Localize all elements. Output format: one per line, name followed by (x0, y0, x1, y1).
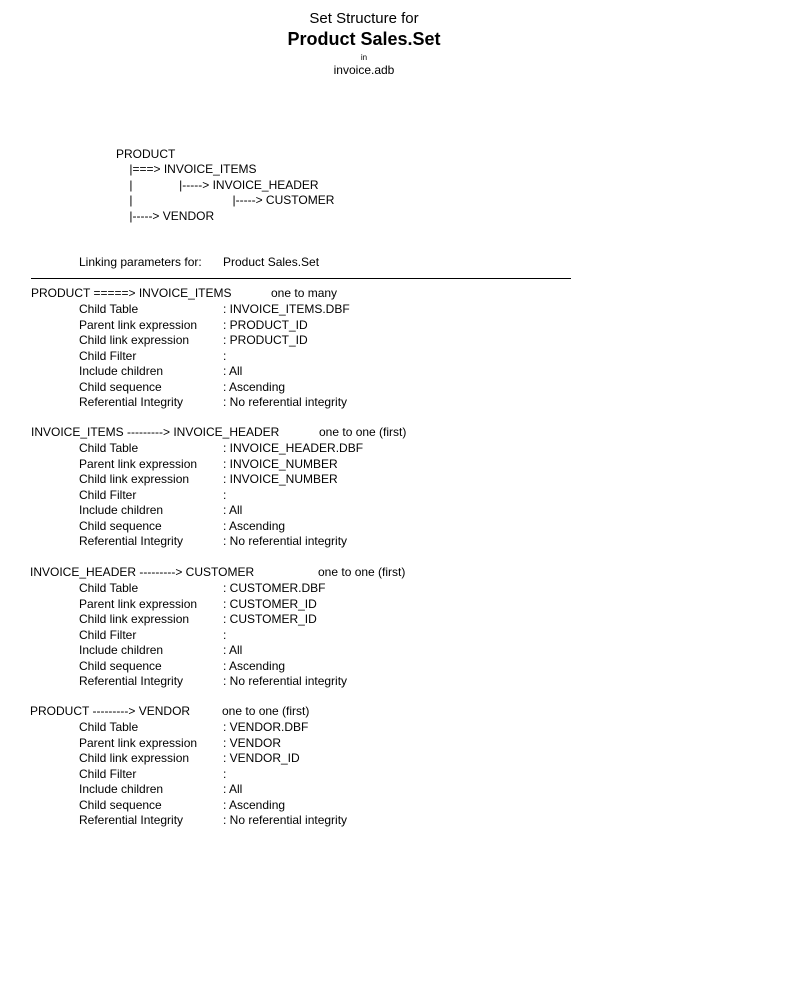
property-label: Referential Integrity (79, 813, 184, 827)
divider (31, 278, 571, 279)
section-heading (31, 425, 279, 439)
property-label: Child sequence (79, 379, 162, 394)
property-label: Child Table (79, 581, 139, 595)
property-label: Include children (79, 782, 164, 796)
property-label: Child sequence (79, 518, 162, 533)
property-value: : Ascending (223, 658, 286, 673)
property-value: : (223, 627, 227, 642)
property-value: : VENDOR.DBF (223, 720, 309, 734)
property-label: Include children (79, 364, 164, 378)
property-label: Parent link expression (79, 735, 198, 750)
relation-path: INVOICE_ITEMS ---------> INVOICE_HEADER (31, 425, 280, 439)
property-label: Child link expression (79, 472, 190, 486)
property-value: : No referential integrity (223, 674, 348, 688)
property-label: Parent link expression (79, 317, 198, 332)
property-value: : Ascending (223, 518, 286, 533)
property-value: : PRODUCT_ID (223, 317, 308, 332)
property-value: : All (223, 503, 243, 517)
relation-type: one to one (first) (222, 704, 310, 718)
property-label: Child Table (79, 720, 139, 734)
relation-type: one to one (first) (318, 565, 406, 579)
section-heading (30, 704, 190, 718)
section-heading (30, 565, 254, 579)
relation-type: one to one (first) (319, 425, 407, 439)
property-value: : (223, 766, 227, 781)
property-value: : VENDOR (223, 735, 282, 750)
property-label: Referential Integrity (79, 534, 184, 548)
property-label: Child Filter (79, 627, 137, 642)
relation-path: PRODUCT ---------> VENDOR (30, 704, 191, 718)
property-value: : All (223, 364, 243, 378)
property-label: Child Filter (79, 487, 137, 502)
property-value: : CUSTOMER_ID (223, 612, 317, 626)
relation-type: one to many (271, 286, 338, 300)
property-label: Child link expression (79, 333, 190, 347)
property-label: Child sequence (79, 658, 162, 673)
tree-line: | |-----> CUSTOMER (116, 193, 335, 207)
property-value: : No referential integrity (223, 534, 348, 548)
linking-label: Linking parameters for: (79, 255, 202, 269)
property-label: Include children (79, 643, 164, 657)
property-value: : CUSTOMER_ID (223, 596, 317, 611)
property-value: : INVOICE_HEADER.DBF (223, 441, 364, 455)
set-title: Product Sales.Set (287, 29, 441, 49)
property-label: Child Table (79, 302, 139, 316)
linking-set-name: Product Sales.Set (223, 255, 320, 269)
property-value: : (223, 348, 227, 363)
property-value: : CUSTOMER.DBF (223, 581, 326, 595)
property-label: Parent link expression (79, 456, 198, 471)
property-value: : INVOICE_ITEMS.DBF (223, 302, 350, 316)
property-label: Parent link expression (79, 596, 198, 611)
property-value: : No referential integrity (223, 395, 348, 409)
property-value: : INVOICE_NUMBER (223, 456, 338, 471)
property-value: : VENDOR_ID (223, 751, 300, 765)
database-name: invoice.adb (333, 63, 395, 77)
property-label: Child link expression (79, 612, 190, 626)
property-label: Child Filter (79, 766, 137, 781)
property-value: : All (223, 782, 243, 796)
tree-line: PRODUCT (116, 147, 176, 161)
property-value: : INVOICE_NUMBER (223, 472, 338, 486)
property-value: : Ascending (223, 797, 286, 812)
in-label: in (360, 53, 368, 62)
property-label: Include children (79, 503, 164, 517)
property-value: : (223, 487, 227, 502)
tree-line: |===> INVOICE_ITEMS (116, 162, 257, 176)
property-label: Child Table (79, 441, 139, 455)
property-label: Child Filter (79, 348, 137, 363)
tree-line: | |-----> INVOICE_HEADER (116, 178, 319, 192)
property-value: : No referential integrity (223, 813, 348, 827)
relation-path: PRODUCT =====> INVOICE_ITEMS (31, 286, 232, 300)
property-value: : PRODUCT_ID (223, 333, 308, 347)
property-value: : Ascending (223, 379, 286, 394)
relation-path: INVOICE_HEADER ---------> CUSTOMER (30, 565, 255, 579)
section-heading (31, 286, 232, 300)
property-label: Child sequence (79, 797, 162, 812)
tree-line: |-----> VENDOR (116, 209, 215, 223)
property-label: Referential Integrity (79, 395, 184, 409)
property-value: : All (223, 643, 243, 657)
property-label: Referential Integrity (79, 674, 184, 688)
report-heading: Set Structure for (309, 10, 419, 27)
property-label: Child link expression (79, 751, 190, 765)
